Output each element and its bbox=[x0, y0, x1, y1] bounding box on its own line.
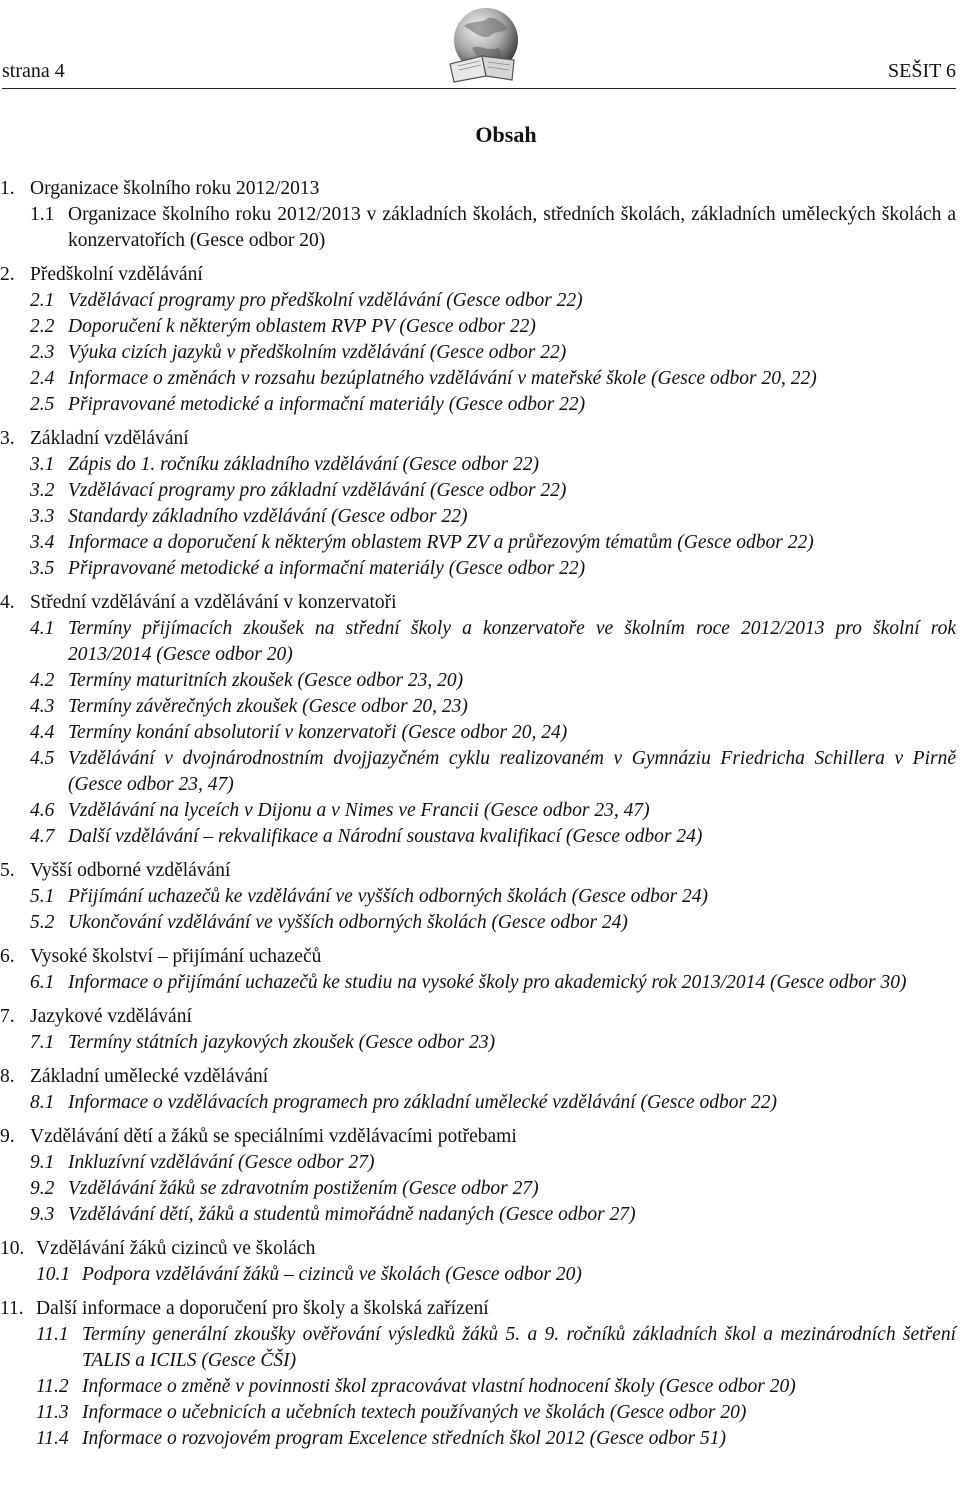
section-gap bbox=[0, 996, 960, 1004]
toc-section-heading[interactable] bbox=[0, 262, 960, 288]
item-number: 11.2 bbox=[36, 1376, 69, 1397]
item-number: 3.5 bbox=[30, 558, 55, 579]
toc-section-heading[interactable] bbox=[0, 1236, 960, 1262]
item-text: Vzdělávací programy pro předškolní vzdělávání (Gesce odbor 22) bbox=[68, 290, 583, 311]
toc-item[interactable] bbox=[0, 556, 960, 582]
item-number: 11.3 bbox=[36, 1402, 69, 1423]
section-number: 9. bbox=[0, 1126, 15, 1147]
page-title: Obsah bbox=[475, 122, 537, 147]
toc-item[interactable] bbox=[0, 970, 960, 996]
toc-item[interactable] bbox=[0, 314, 960, 340]
item-number: 9.2 bbox=[30, 1178, 55, 1199]
section-gap bbox=[0, 1228, 960, 1236]
toc-section-heading[interactable] bbox=[0, 858, 960, 884]
item-number: 9.3 bbox=[30, 1204, 55, 1225]
item-number: 2.3 bbox=[30, 342, 55, 363]
issue-label: SEŠIT 6 bbox=[888, 60, 956, 82]
item-number: 3.1 bbox=[30, 454, 55, 475]
toc-item[interactable] bbox=[0, 1322, 960, 1374]
item-number: 3.2 bbox=[30, 480, 55, 501]
toc-item[interactable] bbox=[0, 504, 960, 530]
item-text: Termíny závěrečných zkoušek (Gesce odbor 20, 23) bbox=[68, 696, 468, 717]
section-gap bbox=[0, 850, 960, 858]
item-text: Výuka cizích jazyků v předškolním vzdělávání (Gesce odbor 22) bbox=[68, 342, 567, 363]
item-text: Zápis do 1. ročníku základního vzdělávání (Gesce odbor 22) bbox=[68, 454, 539, 475]
item-number: 9.1 bbox=[30, 1152, 55, 1173]
table-of-contents bbox=[0, 176, 960, 1452]
section-number: 2. bbox=[0, 264, 15, 285]
item-number: 3.4 bbox=[30, 532, 55, 553]
toc-item[interactable] bbox=[0, 910, 960, 936]
section-title: Střední vzdělávání a vzdělávání v konzervatoři bbox=[30, 592, 397, 613]
item-number: 3.3 bbox=[30, 506, 55, 527]
toc-item[interactable] bbox=[0, 884, 960, 910]
toc-section-heading[interactable] bbox=[0, 176, 960, 202]
item-number: 2.1 bbox=[30, 290, 55, 311]
item-text: Připravované metodické a informační materiály (Gesce odbor 22) bbox=[68, 558, 586, 579]
toc-section-heading[interactable] bbox=[0, 1124, 960, 1150]
item-text: Inkluzívní vzdělávání (Gesce odbor 27) bbox=[68, 1152, 375, 1173]
item-text: Informace o vzdělávacích programech pro základní umělecké vzdělávání (Gesce odbor 22) bbox=[68, 1092, 778, 1113]
section-gap bbox=[0, 254, 960, 262]
toc-item[interactable] bbox=[0, 616, 960, 668]
item-text: Podpora vzdělávání žáků – cizinců ve školách (Gesce odbor 20) bbox=[82, 1264, 582, 1285]
toc-item[interactable] bbox=[0, 366, 960, 392]
section-title: Vysoké školství – přijímání uchazečů bbox=[30, 946, 322, 967]
toc-item[interactable] bbox=[0, 798, 960, 824]
section-gap bbox=[0, 936, 960, 944]
section-title: Vzdělávání žáků cizinců ve školách bbox=[36, 1238, 316, 1259]
toc-section bbox=[0, 1124, 960, 1228]
toc-item[interactable] bbox=[0, 202, 960, 254]
globe-book-logo-icon bbox=[442, 2, 526, 84]
toc-item[interactable] bbox=[0, 1400, 960, 1426]
item-text: Informace a doporučení k některým oblastem RVP ZV a průřezovým tématům (Gesce odbor 22) bbox=[68, 532, 814, 553]
item-text: Termíny maturitních zkoušek (Gesce odbor 23, 20) bbox=[68, 670, 464, 691]
item-number: 2.5 bbox=[30, 394, 55, 415]
toc-section-heading[interactable] bbox=[0, 590, 960, 616]
toc-item[interactable] bbox=[0, 694, 960, 720]
section-title: Jazykové vzdělávání bbox=[30, 1006, 192, 1027]
item-text: Vzdělávání žáků se zdravotním postižením (Gesce odbor 27) bbox=[68, 1178, 539, 1199]
toc-section-heading[interactable] bbox=[0, 1296, 960, 1322]
item-number: 4.6 bbox=[30, 800, 55, 821]
section-gap bbox=[0, 1056, 960, 1064]
section-title: Vyšší odborné vzdělávání bbox=[30, 860, 231, 881]
toc-item[interactable] bbox=[0, 746, 960, 798]
toc-item[interactable] bbox=[0, 392, 960, 418]
toc-section bbox=[0, 426, 960, 582]
toc-item[interactable] bbox=[0, 1176, 960, 1202]
item-number: 11.1 bbox=[36, 1324, 69, 1345]
item-text: Ukončování vzdělávání ve vyšších odborných školách (Gesce odbor 24) bbox=[68, 912, 628, 933]
item-number: 4.4 bbox=[30, 722, 55, 743]
toc-section bbox=[0, 176, 960, 254]
item-text: Termíny generální zkoušky ověřování výsledků žáků 5. a 9. ročníků základních škol a mezinárodních šetření TALIS a ICILS (Gesce ČŠI) bbox=[82, 1324, 956, 1371]
item-number: 8.1 bbox=[30, 1092, 55, 1113]
item-number: 5.1 bbox=[30, 886, 55, 907]
toc-item[interactable] bbox=[0, 288, 960, 314]
toc-item[interactable] bbox=[0, 1030, 960, 1056]
toc-section bbox=[0, 858, 960, 936]
section-number: 8. bbox=[0, 1066, 15, 1087]
section-title: Základní umělecké vzdělávání bbox=[30, 1066, 269, 1087]
section-gap bbox=[0, 582, 960, 590]
item-text: Doporučení k některým oblastem RVP PV (Gesce odbor 22) bbox=[68, 316, 536, 337]
toc-section bbox=[0, 1236, 960, 1288]
item-text: Standardy základního vzdělávání (Gesce odbor 22) bbox=[68, 506, 468, 527]
toc-item[interactable] bbox=[0, 720, 960, 746]
section-number: 7. bbox=[0, 1006, 15, 1027]
item-text: Další vzdělávání – rekvalifikace a Národní soustava kvalifikací (Gesce odbor 24) bbox=[68, 826, 703, 847]
toc-section-heading[interactable] bbox=[0, 1004, 960, 1030]
item-number: 1.1 bbox=[30, 204, 55, 225]
toc-section bbox=[0, 944, 960, 996]
item-number: 4.3 bbox=[30, 696, 55, 717]
section-title: Základní vzdělávání bbox=[30, 428, 189, 449]
toc-section-heading[interactable] bbox=[0, 426, 960, 452]
item-text: Termíny přijímacích zkoušek na střední školy a konzervatoře ve školním roce 2012/2013 pro školní rok 2013/2014 (Gesce odbor 20) bbox=[68, 618, 956, 665]
item-number: 6.1 bbox=[30, 972, 55, 993]
item-text: Vzdělávání v dvojnárodnostním dvojjazyčném cyklu realizovaném v Gymnáziu Friedricha Schillera v Pirně (Gesce odbor 23, 47) bbox=[68, 748, 956, 795]
item-number: 11.4 bbox=[36, 1428, 69, 1449]
section-number: 6. bbox=[0, 946, 15, 967]
section-number: 5. bbox=[0, 860, 15, 881]
toc-section bbox=[0, 1004, 960, 1056]
item-text: Informace o rozvojovém program Excelence středních škol 2012 (Gesce odbor 51) bbox=[82, 1428, 727, 1449]
section-gap bbox=[0, 418, 960, 426]
item-number: 7.1 bbox=[30, 1032, 55, 1053]
section-gap bbox=[0, 1116, 960, 1124]
toc-item[interactable] bbox=[0, 530, 960, 556]
item-text: Informace o učebnicích a učebních textech používaných ve školách (Gesce odbor 20) bbox=[82, 1402, 747, 1423]
item-number: 4.7 bbox=[30, 826, 55, 847]
toc-section bbox=[0, 262, 960, 418]
toc-item[interactable] bbox=[0, 478, 960, 504]
section-title: Vzdělávání dětí a žáků se speciálními vzdělávacími potřebami bbox=[30, 1126, 517, 1147]
item-text: Informace o změnách v rozsahu bezúplatného vzdělávání v mateřské škole (Gesce odbor 20, 22) bbox=[68, 368, 817, 389]
section-number: 4. bbox=[0, 592, 15, 613]
item-text: Přijímání uchazečů ke vzdělávání ve vyšších odborných školách (Gesce odbor 24) bbox=[68, 886, 709, 907]
item-number: 2.2 bbox=[30, 316, 55, 337]
toc-item[interactable] bbox=[0, 1262, 960, 1288]
section-title: Předškolní vzdělávání bbox=[30, 264, 203, 285]
item-number: 10.1 bbox=[36, 1264, 71, 1285]
toc-section-heading[interactable] bbox=[0, 944, 960, 970]
toc-section bbox=[0, 1064, 960, 1116]
section-number: 10. bbox=[0, 1238, 25, 1259]
toc-item[interactable] bbox=[0, 1202, 960, 1228]
item-text: Informace o změně v povinnosti škol zpracovávat vlastní hodnocení školy (Gesce odbor 20) bbox=[82, 1376, 796, 1397]
item-text: Vzdělávání dětí, žáků a studentů mimořádně nadaných (Gesce odbor 27) bbox=[68, 1204, 636, 1225]
section-gap bbox=[0, 1288, 960, 1296]
toc-item[interactable] bbox=[0, 340, 960, 366]
section-number: 3. bbox=[0, 428, 15, 449]
toc-section bbox=[0, 1296, 960, 1452]
item-text: Informace o přijímání uchazečů ke studiu na vysoké školy pro akademický rok 2013/2014 (Gesce odbor 30) bbox=[68, 972, 907, 993]
toc-item[interactable] bbox=[0, 1426, 960, 1452]
page-number: strana 4 bbox=[2, 60, 65, 82]
toc-item[interactable] bbox=[0, 668, 960, 694]
toc-item[interactable] bbox=[0, 1374, 960, 1400]
section-title: Organizace školního roku 2012/2013 bbox=[30, 178, 320, 199]
item-text: Organizace školního roku 2012/2013 v základních školách, středních školách, základních uměleckých školách a konzervatořích (Gesce odbor 20) bbox=[68, 204, 956, 251]
toc-item[interactable] bbox=[0, 824, 960, 850]
item-text: Vzdělávání na lyceích v Dijonu a v Nimes ve Francii (Gesce odbor 23, 47) bbox=[68, 800, 650, 821]
item-text: Termíny konání absolutorií v konzervatoři (Gesce odbor 20, 24) bbox=[68, 722, 568, 743]
section-number: 11. bbox=[0, 1298, 24, 1319]
toc-item[interactable] bbox=[0, 452, 960, 478]
item-number: 2.4 bbox=[30, 368, 55, 389]
item-number: 5.2 bbox=[30, 912, 55, 933]
toc-item[interactable] bbox=[0, 1090, 960, 1116]
toc-item[interactable] bbox=[0, 1150, 960, 1176]
item-text: Vzdělávací programy pro základní vzdělávání (Gesce odbor 22) bbox=[68, 480, 567, 501]
item-number: 4.2 bbox=[30, 670, 55, 691]
item-text: Připravované metodické a informační materiály (Gesce odbor 22) bbox=[68, 394, 586, 415]
item-number: 4.1 bbox=[30, 618, 55, 639]
item-number: 4.5 bbox=[30, 748, 55, 769]
toc-section-heading[interactable] bbox=[0, 1064, 960, 1090]
section-title: Další informace a doporučení pro školy a školská zařízení bbox=[36, 1298, 489, 1319]
toc-section bbox=[0, 590, 960, 850]
item-text: Termíny státních jazykových zkoušek (Gesce odbor 23) bbox=[68, 1032, 496, 1053]
section-number: 1. bbox=[0, 178, 15, 199]
